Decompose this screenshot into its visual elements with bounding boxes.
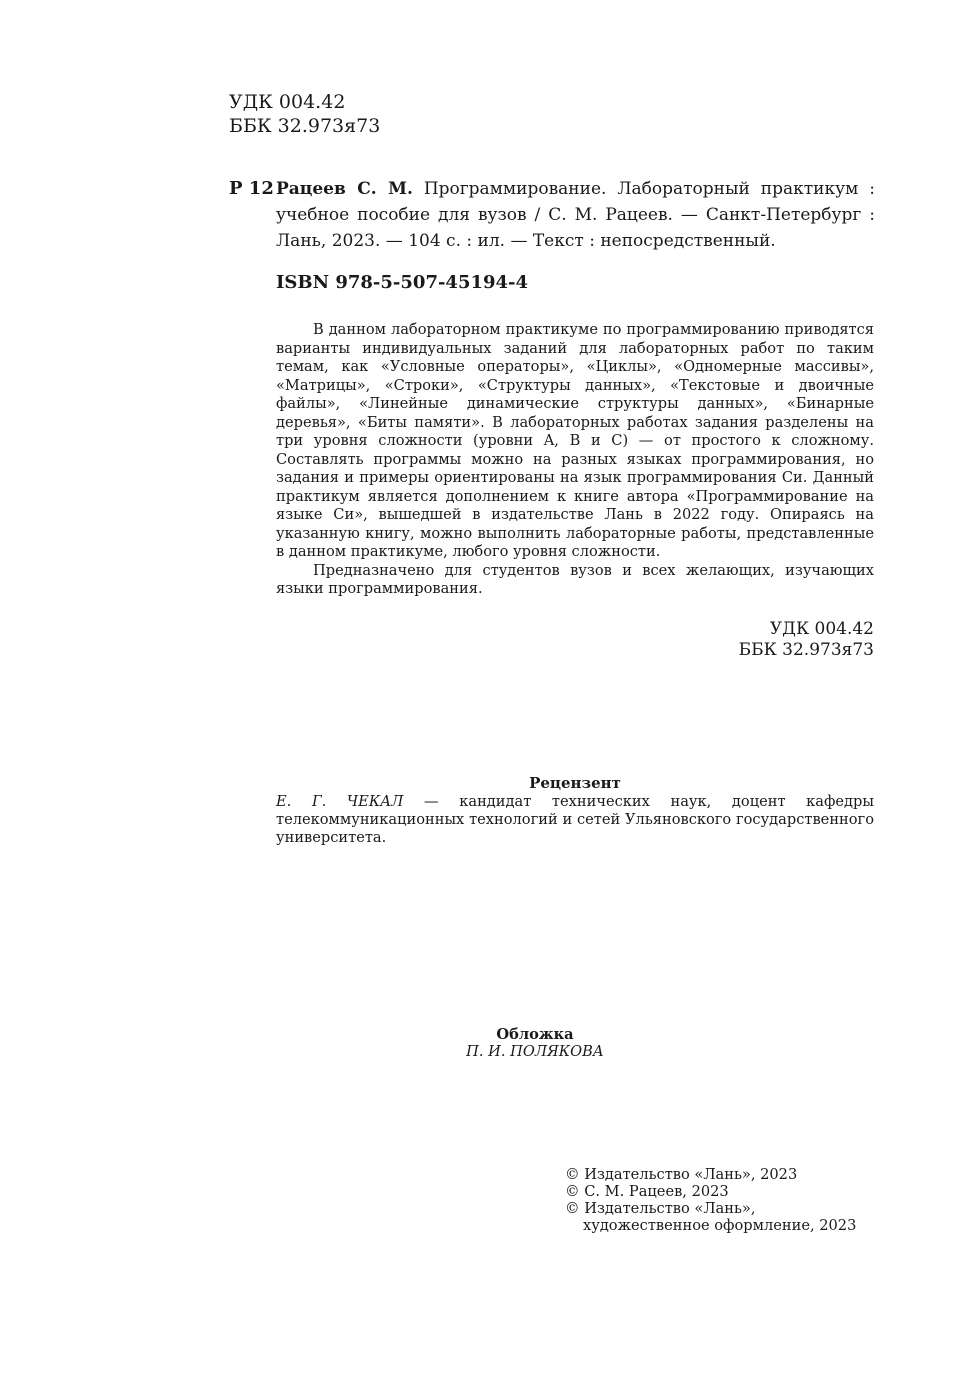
- reviewer-section: [276, 774, 874, 847]
- abstract-paragraph: Предназначено для студентов вузов и всех желающих, изучающих языки программирования.: [276, 561, 874, 597]
- cover-label: Обложка: [496, 1026, 574, 1043]
- copyright-line: © Издательство «Лань», 2023: [565, 1166, 798, 1183]
- copyright-block: [565, 1166, 856, 1234]
- isbn: ISBN 978-5-507-45194-4: [276, 272, 529, 293]
- abstract-paragraph: В данном лабораторном практикуме по программированию приводятся варианты индивидуальных заданий для лабораторных работ по таким темам, как «Условные операторы», «Циклы», «Одномерные массивы», «Матрицы», «Строки», «Структуры данных», «Текстовые и двоичные файлы», «Линейные динамические структуры данных», «Бинарные деревья», «Биты памяти». В лабораторных работах задания разделены на три уровня сложности (уровни A, B и C) — от простого к сложному. Составлять программы можно на разных языках программирования, но задания и примеры ориентированы на язык программирования Си. Данный практикум является дополнением к книге автора «Программирование на языке Си», вышедшей в издательстве Лань в 2022 году. Опираясь на указанную книгу, можно выполнить лабораторные работы, представленные в данном практикуме, любого уровня сложности.: [276, 321, 874, 560]
- bibliographic-description: Программирование. Лабораторный практикум : учебное пособие для вузов / С. М. Рацеев. — Санкт-Петербург : Лань, 2023. — 104 с. : ил. — Текст : непосредственный.: [276, 179, 875, 251]
- cover-credit: [276, 1026, 794, 1060]
- cover-designer-name: П. И. ПОЛЯКОВА: [466, 1043, 604, 1060]
- copyright-line: художественное оформление, 2023: [583, 1217, 857, 1234]
- classification-codes-top: [229, 90, 380, 138]
- author-mark: Р 12: [229, 178, 274, 199]
- udk-code: УДК 004.42: [769, 619, 874, 639]
- copyright-line: © С. М. Рацеев, 2023: [565, 1183, 729, 1200]
- reviewer-label: Рецензент: [529, 774, 621, 792]
- reviewer-body: [276, 793, 874, 847]
- reviewer-description: — кандидат технических наук, доцент кафедры телекоммуникационных технологий и сетей Ульяновского государственного университета.: [276, 793, 874, 846]
- bbk-code: ББК 32.973я73: [738, 640, 874, 660]
- bibliographic-entry: [229, 176, 875, 254]
- classification-codes-bottom: [739, 619, 874, 661]
- udk-code: УДК 004.42: [229, 91, 346, 113]
- reviewer-name: Е. Г. ЧЕКАЛ: [276, 793, 404, 810]
- abstract: [276, 321, 874, 599]
- author-name: Рацеев С. М.: [276, 179, 413, 199]
- bbk-code: ББК 32.973я73: [229, 115, 381, 137]
- copyright-line: © Издательство «Лань»,: [565, 1200, 756, 1217]
- bibliographic-text: [276, 176, 875, 254]
